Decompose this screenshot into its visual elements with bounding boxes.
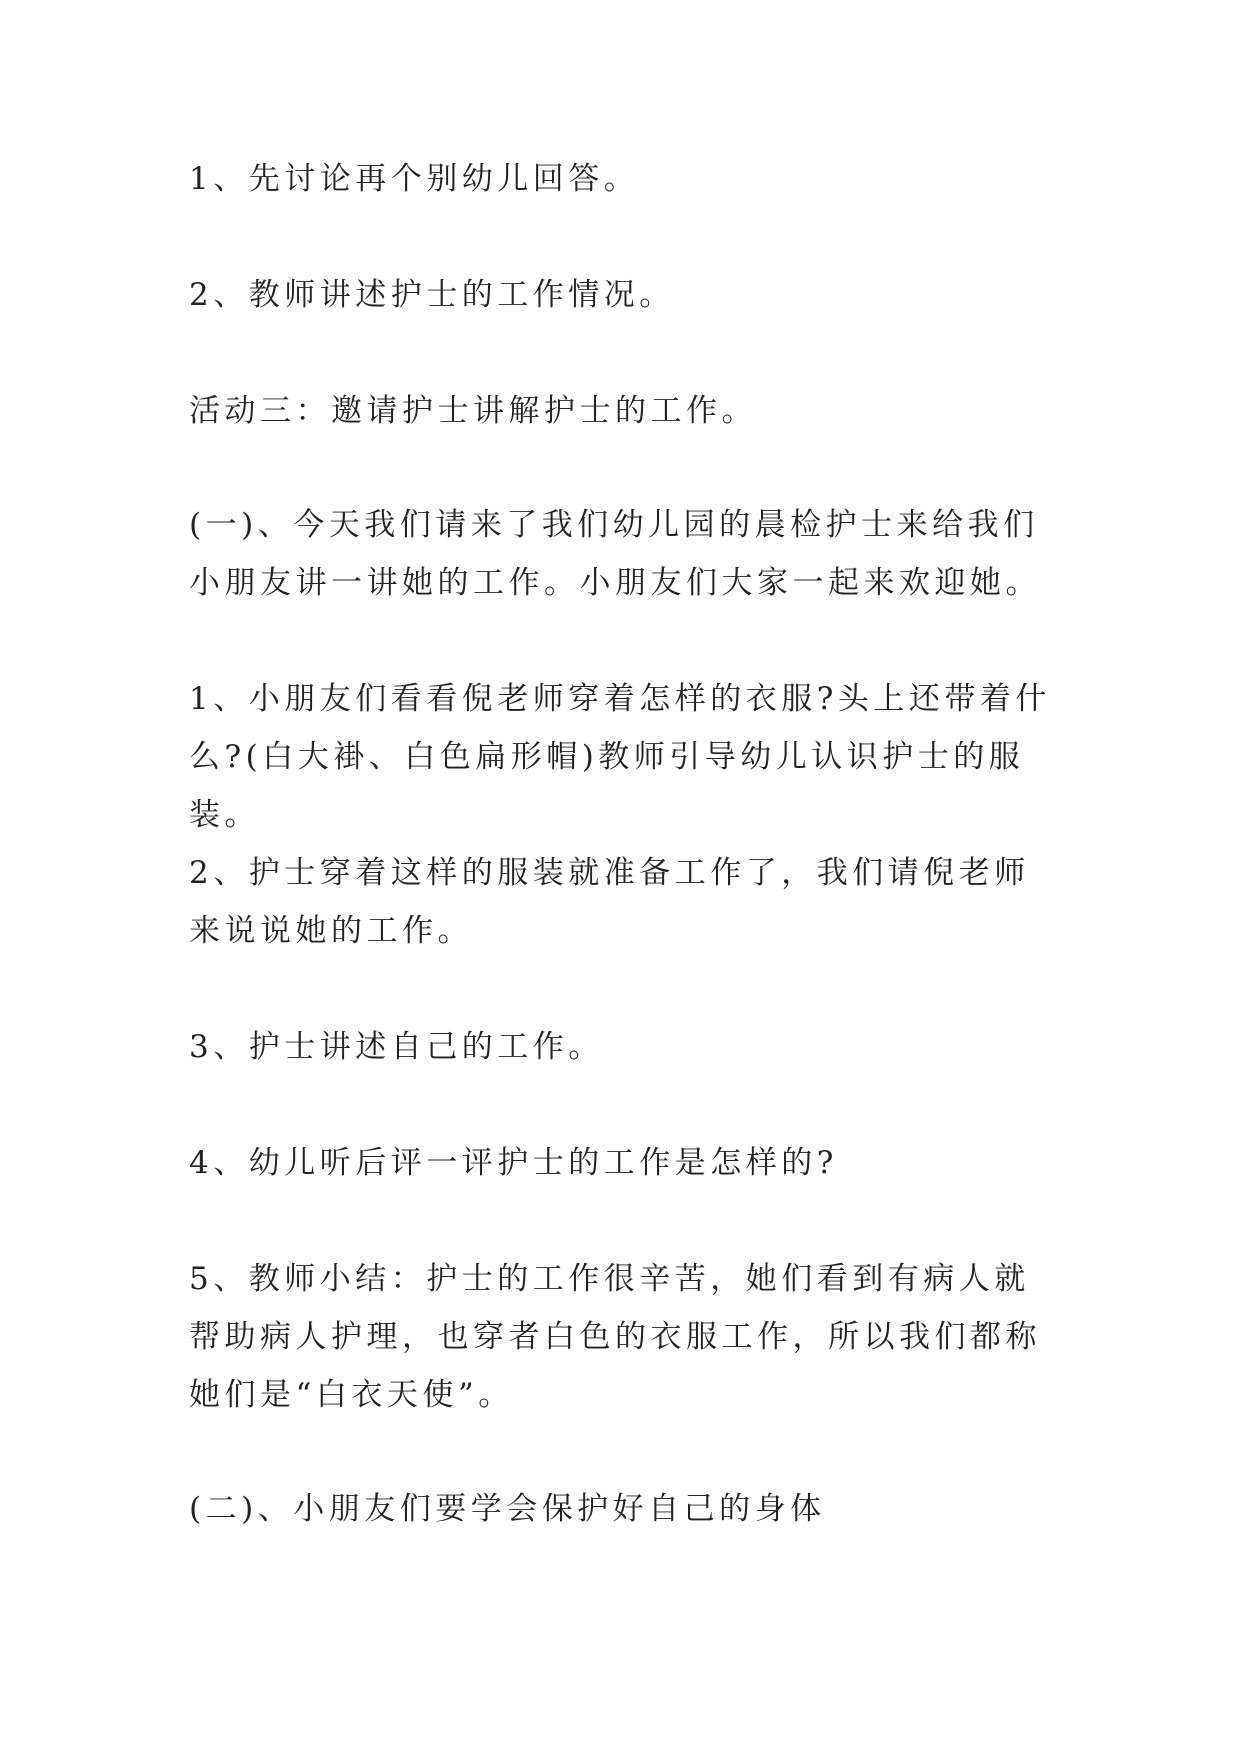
paragraph: 2、教师讲述护士的工作情况。 bbox=[189, 277, 675, 313]
section-heading: 活动三：邀请护士讲解护士的工作。 bbox=[189, 393, 757, 429]
paragraph: (一)、今天我们请来了我们幼儿园的晨检护士来给我们小朋友讲一讲她的工作。小朋友们大家一起来欢迎她。 bbox=[189, 507, 1041, 601]
paragraph: 5、教师小结：护士的工作很辛苦，她们看到有病人就帮助病人护理，也穿者白色的衣服工作，所以我们都称她们是“白衣天使”。 bbox=[189, 1261, 1041, 1413]
paragraph: 1、小朋友们看看倪老师穿着怎样的衣服?头上还带着什么?(白大褂、白色扁形帽)教师引导幼儿认识护士的服装。 bbox=[189, 681, 1051, 833]
paragraph: 1、先讨论再个别幼儿回答。 bbox=[189, 161, 640, 197]
paragraph: 4、幼儿听后评一评护士的工作是怎样的? bbox=[189, 1145, 838, 1181]
paragraph: (二)、小朋友们要学会保护好自己的身体 bbox=[189, 1491, 826, 1527]
paragraph: 3、护士讲述自己的工作。 bbox=[189, 1029, 604, 1065]
paragraph: 2、护士穿着这样的服装就准备工作了，我们请倪老师来说说她的工作。 bbox=[189, 855, 1030, 949]
